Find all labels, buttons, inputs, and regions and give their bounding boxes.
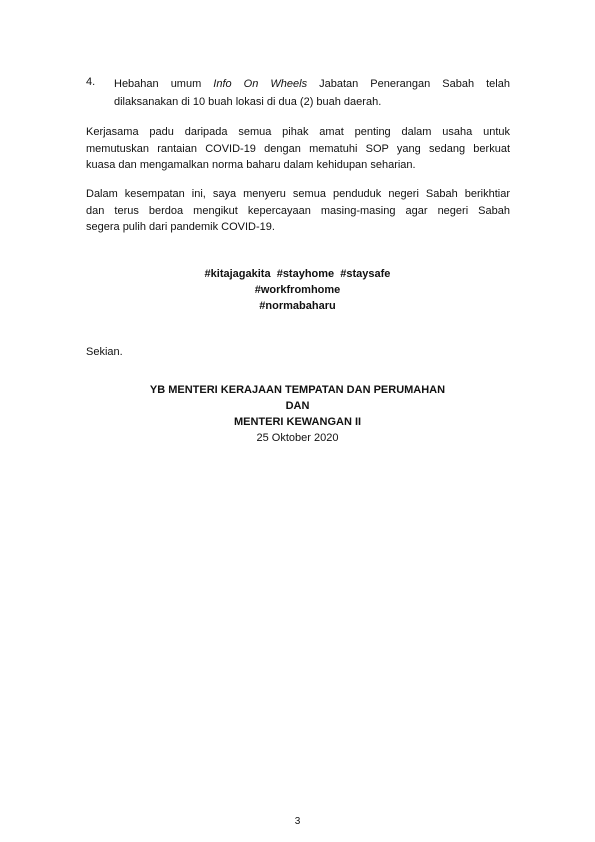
paragraph-line: kuasa dan mengamalkan norma baharu dalam kehidupan seharian. xyxy=(86,159,416,171)
paragraph-cooperation xyxy=(86,124,510,174)
item-line-1-pre: Hebahan umum xyxy=(114,78,214,90)
item-line-2: dilaksanakan di 10 buah lokasi di dua (2) buah daerah. xyxy=(114,96,382,108)
paragraph-line: memutuskan rantaian COVID-19 dengan mematuhi SOP yang sedang berkuat xyxy=(86,142,510,155)
signature-conjunction: DAN xyxy=(285,400,310,412)
item-number: 4. xyxy=(86,76,96,88)
hashtag-line-2: #workfromhome xyxy=(254,284,341,296)
item-text xyxy=(114,76,510,111)
page-number: 3 xyxy=(294,816,301,827)
item-line-1-italic: Info On Wheels xyxy=(213,78,308,90)
numbered-item-4 xyxy=(86,76,510,111)
paragraph-line: segera pulih dari pandemik COVID-19. xyxy=(86,221,275,233)
paragraph-line: Kerjasama padu daripada semua pihak amat penting dalam usaha untuk xyxy=(86,126,510,138)
hashtag-line-3: #normabaharu xyxy=(259,300,336,312)
hashtag-line-1: #kitajagakita #stayhome #staysafe xyxy=(204,268,391,280)
signature-date: 25 Oktober 2020 xyxy=(256,432,339,444)
signature-title-2: MENTERI KEWANGAN II xyxy=(233,416,362,428)
hashtags-block xyxy=(0,266,595,314)
closing-text: Sekian. xyxy=(86,346,123,358)
item-line-1 xyxy=(114,76,510,93)
paragraph-line: Dalam kesempatan ini, saya menyeru semua penduduk negeri Sabah berikhtiar xyxy=(86,188,510,200)
signature-title-1: YB MENTERI KERAJAAN TEMPATAN DAN PERUMAHAN xyxy=(149,384,446,396)
paragraph-appeal xyxy=(86,186,510,236)
paragraph-line: dan terus berdoa mengikut kepercayaan masing-masing agar negeri Sabah xyxy=(86,204,510,217)
signature-block xyxy=(0,382,595,446)
item-line-1-post: Jabatan Penerangan Sabah telah xyxy=(307,78,510,90)
